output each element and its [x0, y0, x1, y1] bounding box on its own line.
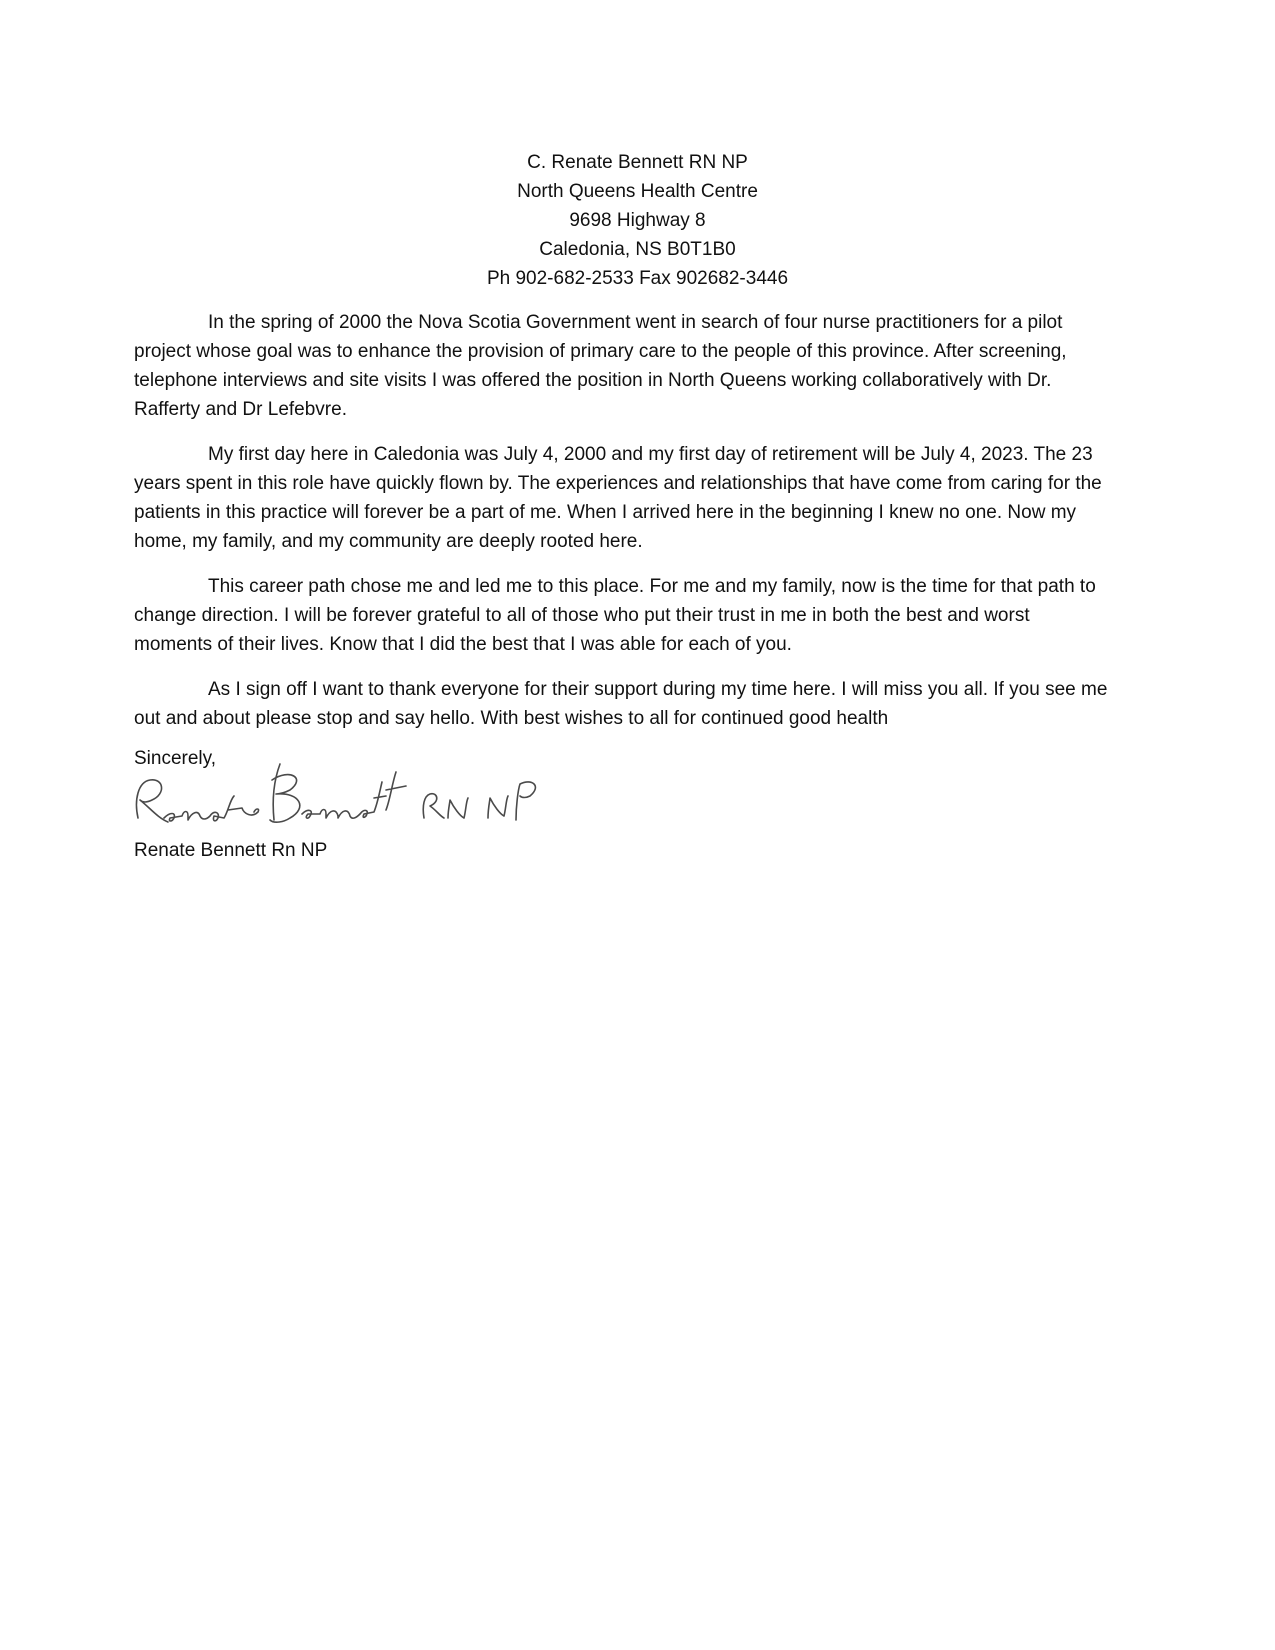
letterhead-name: C. Renate Bennett RN NP — [527, 152, 748, 173]
letterhead-contact: Ph 902-682-2533 Fax 902682-3446 — [486, 268, 789, 289]
closing-salutation: Sincerely, — [134, 748, 217, 769]
handwritten-signature — [124, 760, 584, 840]
body-paragraph: As I sign off I want to thank everyone for their support during my time here. I will miss you all. If you see me out and about please stop and say hello. With best wishes to all for continued good health — [134, 679, 1108, 729]
body-paragraph: In the spring of 2000 the Nova Scotia Government went in search of four nurse practitioners for a pilot project whose goal was to enhance the provision of primary care to the people of this province. After screening, telephone interviews and site visits I was offered the position in North Queens working collaboratively with Dr. Rafferty and Dr Lefebvre. — [134, 312, 1067, 420]
body-paragraph: This career path chose me and led me to this place. For me and my family, now is the time for that path to change direction. I will be forever grateful to all of those who put their trust in me in both the best and worst moments of their lives. Know that I did the best that I was able for each of you. — [134, 576, 1096, 655]
letterhead-street: 9698 Highway 8 — [569, 210, 706, 231]
signer-name: Renate Bennett Rn NP — [134, 840, 328, 861]
letterhead-organization: North Queens Health Centre — [517, 181, 758, 202]
letterhead-city: Caledonia, NS B0T1B0 — [539, 239, 736, 260]
letterhead — [0, 148, 1275, 293]
letter-body — [134, 308, 1109, 749]
body-paragraph: My first day here in Caledonia was July 4, 2000 and my first day of retirement will be July 4, 2023. The 23 years spent in this role have quickly flown by. The experiences and relationships that have come from caring for the patients in this practice will forever be a part of me. When I arrived here in the beginning I knew no one. Now my home, my family, and my community are deeply rooted here. — [134, 444, 1102, 552]
